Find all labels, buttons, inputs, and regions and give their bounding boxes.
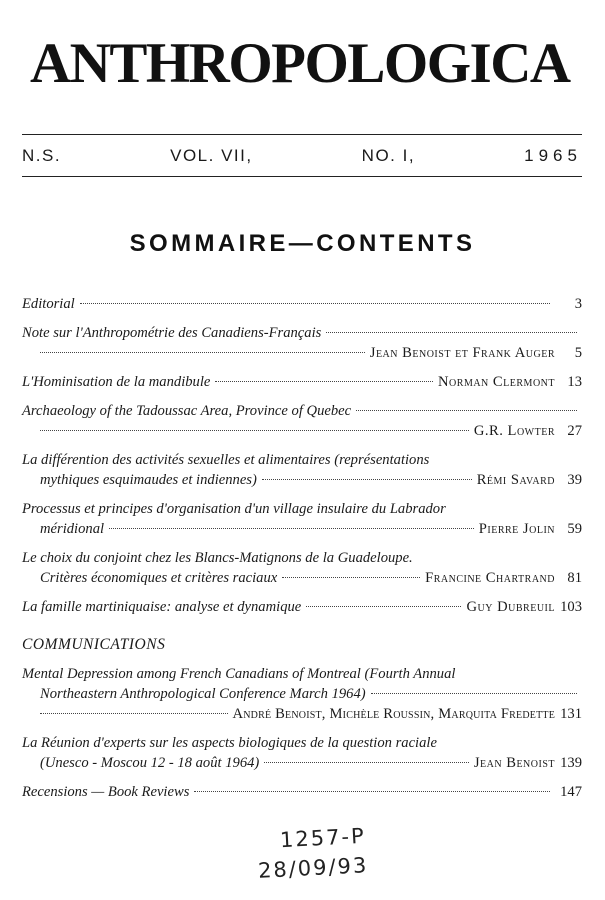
entry-title: La Réunion d'experts sur les aspects biologiques de la question raciale [22, 735, 437, 751]
dot-leader [264, 762, 469, 763]
contents-heading: SOMMAIRE—CONTENTS [129, 230, 476, 257]
dot-leader [40, 713, 228, 714]
entry-title: Recensions — Book Reviews [22, 784, 190, 800]
dot-leader [282, 577, 420, 578]
dot-leader [80, 303, 550, 304]
series-label: N.S. [22, 146, 62, 165]
toc-entry [22, 372, 582, 392]
entry-page: 103 [560, 599, 582, 615]
entry-title: Note sur l'Anthropométrie des Canadiens-Français [22, 325, 322, 341]
masthead [22, 146, 582, 166]
entry-page: 5 [574, 345, 582, 361]
handwritten-call-number: 1257-P [279, 823, 367, 853]
entry-title: Le choix du conjoint chez les Blancs-Matignons de la Guadeloupe. [22, 550, 413, 566]
entry-title: Editorial [22, 296, 75, 312]
toc-entry [22, 323, 582, 363]
handwritten-date: 28/09/93 [257, 853, 369, 883]
entry-page: 27 [567, 423, 582, 439]
dot-leader [371, 693, 577, 694]
masthead-bottom-rule [22, 176, 582, 177]
entry-author: Pierre Jolin [478, 521, 555, 537]
toc-entry [22, 597, 582, 617]
dot-leader [40, 352, 365, 353]
toc-entry [22, 733, 582, 773]
entry-author: Guy Dubreuil [466, 599, 555, 615]
dot-leader [40, 430, 469, 431]
dot-leader [109, 528, 474, 529]
entry-page: 3 [574, 296, 582, 312]
entry-page: 39 [567, 472, 582, 488]
entry-author: Francine Chartrand [425, 570, 555, 586]
table-of-contents [22, 294, 582, 811]
entry-title: L'Hominisation de la mandibule [22, 374, 211, 390]
entry-title-continued: Northeastern Anthropological Conference March 1964) [40, 686, 366, 702]
dot-leader [326, 332, 577, 333]
dot-leader [356, 410, 577, 411]
toc-entry [22, 401, 582, 441]
entry-page: 147 [560, 784, 582, 800]
entry-title: Archaeology of the Tadoussac Area, Province of Quebec [22, 403, 352, 419]
section-heading: COMMUNICATIONS [22, 636, 166, 653]
dot-leader [194, 791, 550, 792]
entry-title: Processus et principes d'organisation d'un village insulaire du Labrador [22, 501, 446, 517]
entry-title: La différention des activités sexuelles et alimentaires (représentations [22, 452, 430, 468]
volume-label: VOL. VII, [170, 146, 253, 165]
toc-entry [22, 499, 582, 539]
toc-entry [22, 294, 582, 314]
entry-page: 81 [567, 570, 582, 586]
entry-page: 139 [560, 755, 582, 771]
masthead-top-rule [22, 134, 582, 135]
entry-title: La famille martiniquaise: analyse et dynamique [22, 599, 302, 615]
dot-leader [262, 479, 472, 480]
entry-title-continued: Critères économiques et critères raciaux [40, 570, 278, 586]
toc-entry [22, 664, 582, 724]
entry-page: 59 [567, 521, 582, 537]
entry-author: Norman Clermont [438, 374, 555, 390]
entry-author: André Benoist, Michèle Roussin, Marquita Fredette [232, 706, 555, 722]
number-label: NO. I, [361, 146, 416, 165]
journal-title: ANTHROPOLOGICA [30, 32, 570, 95]
entry-author: G.R. Lowter [473, 423, 555, 439]
entry-title-continued: méridional [40, 521, 105, 537]
entry-author: Rémi Savard [476, 472, 555, 488]
dot-leader [215, 381, 433, 382]
entry-title-continued: (Unesco - Moscou 12 - 18 août 1964) [40, 755, 260, 771]
entry-title-continued: mythiques esquimaudes et indiennes) [40, 472, 257, 488]
toc-entry [22, 450, 582, 490]
entry-author: Jean Benoist et Frank Auger [369, 345, 555, 361]
year-label: 1965 [524, 146, 582, 165]
dot-leader [306, 606, 461, 607]
entry-page: 13 [567, 374, 582, 390]
toc-entry [22, 782, 582, 802]
entry-author: Jean Benoist [473, 755, 555, 771]
toc-entry [22, 548, 582, 588]
entry-page: 131 [560, 706, 582, 722]
entry-title: Mental Depression among French Canadians of Montreal (Fourth Annual [22, 666, 456, 682]
